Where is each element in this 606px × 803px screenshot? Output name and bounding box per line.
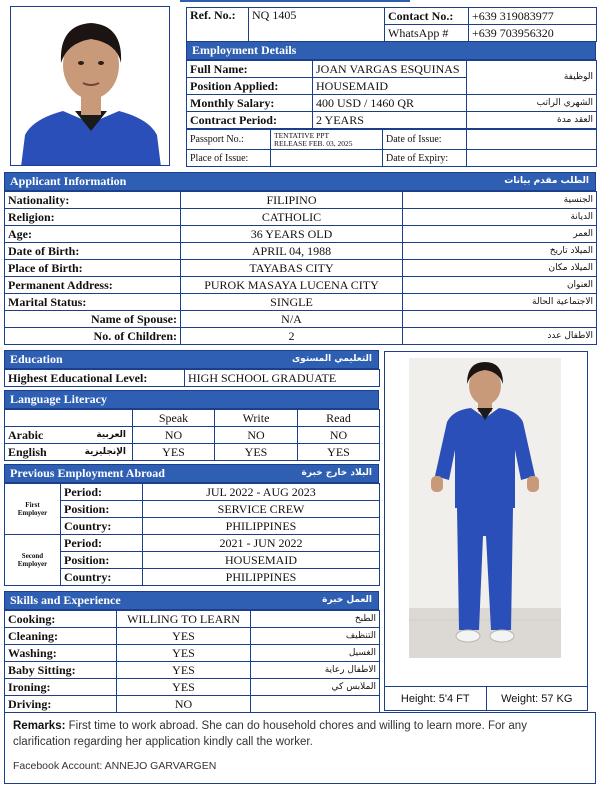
applicant-row-label: Date of Birth:: [5, 243, 181, 260]
ref-value: NQ 1405: [249, 8, 385, 42]
height-cell: [385, 687, 487, 710]
applicant-row-value: APRIL 04, 1988: [181, 243, 403, 260]
passport-label: Passport No.:: [187, 130, 271, 150]
language-row: [5, 427, 380, 444]
employer-row: [5, 569, 380, 586]
applicant-row-label: Place of Birth:: [5, 260, 181, 277]
employment-details-header: Employment Details: [186, 41, 596, 60]
applicant-row-label: Nationality:: [5, 192, 181, 209]
applicant-row-arabic: الميلاد تاريخ: [403, 243, 597, 260]
measurements-bar: [385, 686, 587, 710]
full-name-label: Full Name:: [187, 61, 313, 78]
employer-field-label: Country:: [61, 518, 143, 535]
skill-label: Ironing:: [5, 679, 117, 696]
applicant-row: [5, 311, 597, 328]
employer-field-label: Position:: [61, 552, 143, 569]
contract-arabic: العقد مدة: [467, 112, 597, 129]
applicant-row-value: FILIPINO: [181, 192, 403, 209]
skill-row: [5, 628, 380, 645]
employer-field-label: Period:: [61, 535, 143, 552]
employer-field-value: 2021 - JUN 2022: [143, 535, 380, 552]
full-name-value: JOAN VARGAS ESQUINAS: [313, 61, 467, 78]
language-value: YES: [215, 444, 298, 461]
applicant-row-label: Age:: [5, 226, 181, 243]
contract-label: Contract Period:: [187, 112, 313, 129]
facebook-line: [13, 758, 587, 774]
skill-arabic: الطبخ: [251, 611, 380, 628]
skill-value: YES: [117, 679, 251, 696]
applicant-row-value: 36 YEARS OLD: [181, 226, 403, 243]
applicant-row-value: SINGLE: [181, 294, 403, 311]
skill-value: YES: [117, 662, 251, 679]
skill-label: Cooking:: [5, 611, 117, 628]
facebook-label: Facebook Account:: [13, 760, 103, 772]
passport-line1: TENTATIVE PPT: [274, 130, 330, 140]
issue-date-value: [467, 130, 597, 150]
weight-cell: [487, 687, 588, 710]
whatsapp-number: +639 703956320: [469, 25, 597, 42]
employer-name-cell: [5, 484, 61, 535]
remarks-paragraph: [13, 718, 587, 750]
skills-title: Skills and Experience: [10, 593, 121, 607]
whatsapp-label: WhatsApp #: [385, 25, 469, 42]
full-body-figure: [409, 358, 561, 658]
applicant-row-arabic: الجنسية: [403, 192, 597, 209]
issue-date-label: Date of Issue:: [383, 130, 467, 150]
skill-arabic: الغسيل: [251, 645, 380, 662]
applicant-row: [5, 226, 597, 243]
applicant-row-label: No. of Children:: [5, 328, 181, 345]
applicant-info-title: Applicant Information: [10, 174, 127, 188]
language-name-arabic: العربية: [96, 430, 126, 440]
ref-contact-block: [186, 7, 596, 42]
employer-row: [5, 501, 380, 518]
weight-label: Weight:: [501, 692, 539, 705]
education-level-value: HIGH SCHOOL GRADUATE: [185, 370, 380, 387]
previous-employment-header: [4, 464, 379, 483]
skill-arabic: التنظيف: [251, 628, 380, 645]
write-header: Write: [215, 410, 298, 427]
employer-field-value: SERVICE CREW: [143, 501, 380, 518]
applicant-row-value: TAYABAS CITY: [181, 260, 403, 277]
contact-phone: +639 319083977: [469, 8, 597, 25]
language-header: Language Literacy: [4, 390, 379, 409]
position-value: HOUSEMAID: [313, 78, 467, 95]
skill-value: WILLING TO LEARN: [117, 611, 251, 628]
employer-name-line1: First: [25, 501, 40, 509]
applicant-row: [5, 209, 597, 226]
remarks-box: [4, 712, 596, 784]
education-title-arabic: التعليمي المستوى: [291, 354, 372, 364]
employer-name-cell: [5, 535, 61, 586]
applicant-row-label: Marital Status:: [5, 294, 181, 311]
previous-employment-title: Previous Employment Abroad: [10, 466, 165, 480]
skill-row: [5, 611, 380, 628]
language-corner: [5, 410, 133, 427]
employer-field-label: Country:: [61, 569, 143, 586]
height-value: 5'4 FT: [438, 692, 470, 705]
place-issue-label: Place of Issue:: [187, 150, 271, 167]
salary-label: Monthly Salary:: [187, 95, 313, 112]
applicant-row: [5, 260, 597, 277]
applicant-row-arabic: الاجتماعية الحالة: [403, 294, 597, 311]
education-header: [4, 350, 379, 369]
previous-employment-title-arabic: البلاد خارج خبرة: [301, 468, 372, 478]
applicant-info-header: [4, 172, 596, 191]
applicant-info-title-arabic: الطلب مقدم بيانات: [504, 176, 589, 186]
employer-row: [5, 518, 380, 535]
language-value: YES: [133, 444, 215, 461]
headshot-photo: [10, 6, 170, 166]
salary-value: 400 USD / 1460 QR: [313, 95, 467, 112]
applicant-row-label: Religion:: [5, 209, 181, 226]
employer-name-line2: Employer: [17, 560, 48, 568]
full-body-photo: [409, 358, 561, 658]
facebook-value: ANNEJO GARVARGEN: [104, 760, 217, 772]
passport-line2: RELEASE FEB. 03, 2025: [274, 138, 353, 148]
skill-arabic: الاطفال رعاية: [251, 662, 380, 679]
employer-field-value: PHILIPPINES: [143, 518, 380, 535]
position-arabic: الوظيفة: [467, 61, 597, 95]
expiry-value: [467, 150, 597, 167]
height-label: Height:: [400, 692, 436, 705]
language-name-cell: [5, 444, 133, 461]
skill-value: YES: [117, 628, 251, 645]
applicant-row: [5, 192, 597, 209]
applicant-row-arabic: الديانة: [403, 209, 597, 226]
applicant-row-value: N/A: [181, 311, 403, 328]
remarks-text: First time to work abroad. She can do household chores and willing to learn more. For any clarification regarding her application kindly call the worker.: [13, 720, 527, 748]
applicant-row: [5, 243, 597, 260]
applicant-row-arabic: العنوان: [403, 277, 597, 294]
language-name-arabic: الإنجليزية: [84, 447, 126, 457]
skill-row: [5, 662, 380, 679]
applicant-row: [5, 294, 597, 311]
employer-field-value: PHILIPPINES: [143, 569, 380, 586]
applicant-row: [5, 328, 597, 345]
language-name: English: [8, 444, 47, 459]
position-label: Position Applied:: [187, 78, 313, 95]
read-header: Read: [298, 410, 380, 427]
full-body-photo-frame: [384, 351, 588, 711]
applicant-row-value: CATHOLIC: [181, 209, 403, 226]
skill-label: Cleaning:: [5, 628, 117, 645]
applicant-row: [5, 277, 597, 294]
skill-arabic: الملابس كي: [251, 679, 380, 696]
expiry-label: Date of Expiry:: [383, 150, 467, 167]
applicant-table: [4, 191, 597, 345]
applicant-row-label: Permanent Address:: [5, 277, 181, 294]
applicant-row-arabic: الاطفال عدد: [403, 328, 597, 345]
employer-name-line2: Employer: [17, 509, 48, 517]
skills-section: [4, 591, 379, 713]
skill-row: [5, 645, 380, 662]
language-name-cell: [5, 427, 133, 444]
language-name: Arabic: [8, 427, 44, 442]
skill-label: Washing:: [5, 645, 117, 662]
remarks-label: Remarks:: [13, 720, 66, 732]
employer-field-value: HOUSEMAID: [143, 552, 380, 569]
applicant-row-label: Name of Spouse:: [5, 311, 181, 328]
speak-header: Speak: [133, 410, 215, 427]
weight-value: 57 KG: [541, 692, 573, 705]
employment-details-section: [186, 41, 596, 167]
education-section: [4, 350, 379, 387]
skills-header: [4, 591, 379, 610]
skill-value: YES: [117, 645, 251, 662]
place-issue-value: [271, 150, 383, 167]
top-accent-line: [180, 0, 410, 2]
applicant-row-value: PUROK MASAYA LUCENA CITY: [181, 277, 403, 294]
language-value: NO: [298, 427, 380, 444]
skills-title-arabic: العمل خبرة: [322, 595, 372, 605]
skill-value: NO: [117, 696, 251, 713]
contact-label: Contact No.:: [385, 8, 469, 25]
salary-arabic: الشهري الراتب: [467, 95, 597, 112]
skill-label: Baby Sitting:: [5, 662, 117, 679]
applicant-info-section: [4, 172, 596, 345]
language-row: [5, 444, 380, 461]
employer-field-value: JUL 2022 - AUG 2023: [143, 484, 380, 501]
applicant-row-value: 2: [181, 328, 403, 345]
passport-value: [271, 130, 383, 150]
education-title: Education: [10, 352, 63, 366]
employer-name-line1: Second: [21, 552, 44, 560]
language-section: [4, 390, 379, 461]
employer-row: [5, 535, 380, 552]
applicant-row-arabic: العمر: [403, 226, 597, 243]
headshot-figure: [11, 7, 170, 166]
ref-label: Ref. No.:: [187, 8, 249, 42]
skill-arabic: [251, 696, 380, 713]
contract-value: 2 YEARS: [313, 112, 467, 129]
language-value: NO: [133, 427, 215, 444]
skill-label: Driving:: [5, 696, 117, 713]
employer-field-label: Position:: [61, 501, 143, 518]
applicant-row-arabic: الميلاد مكان: [403, 260, 597, 277]
previous-employment-section: [4, 464, 379, 586]
skill-row: [5, 679, 380, 696]
employer-row: [5, 552, 380, 569]
skill-row: [5, 696, 380, 713]
employer-field-label: Period:: [61, 484, 143, 501]
applicant-row-arabic: [403, 311, 597, 328]
employer-row: [5, 484, 380, 501]
language-value: YES: [298, 444, 380, 461]
education-level-label: Highest Educational Level:: [5, 370, 185, 387]
language-value: NO: [215, 427, 298, 444]
